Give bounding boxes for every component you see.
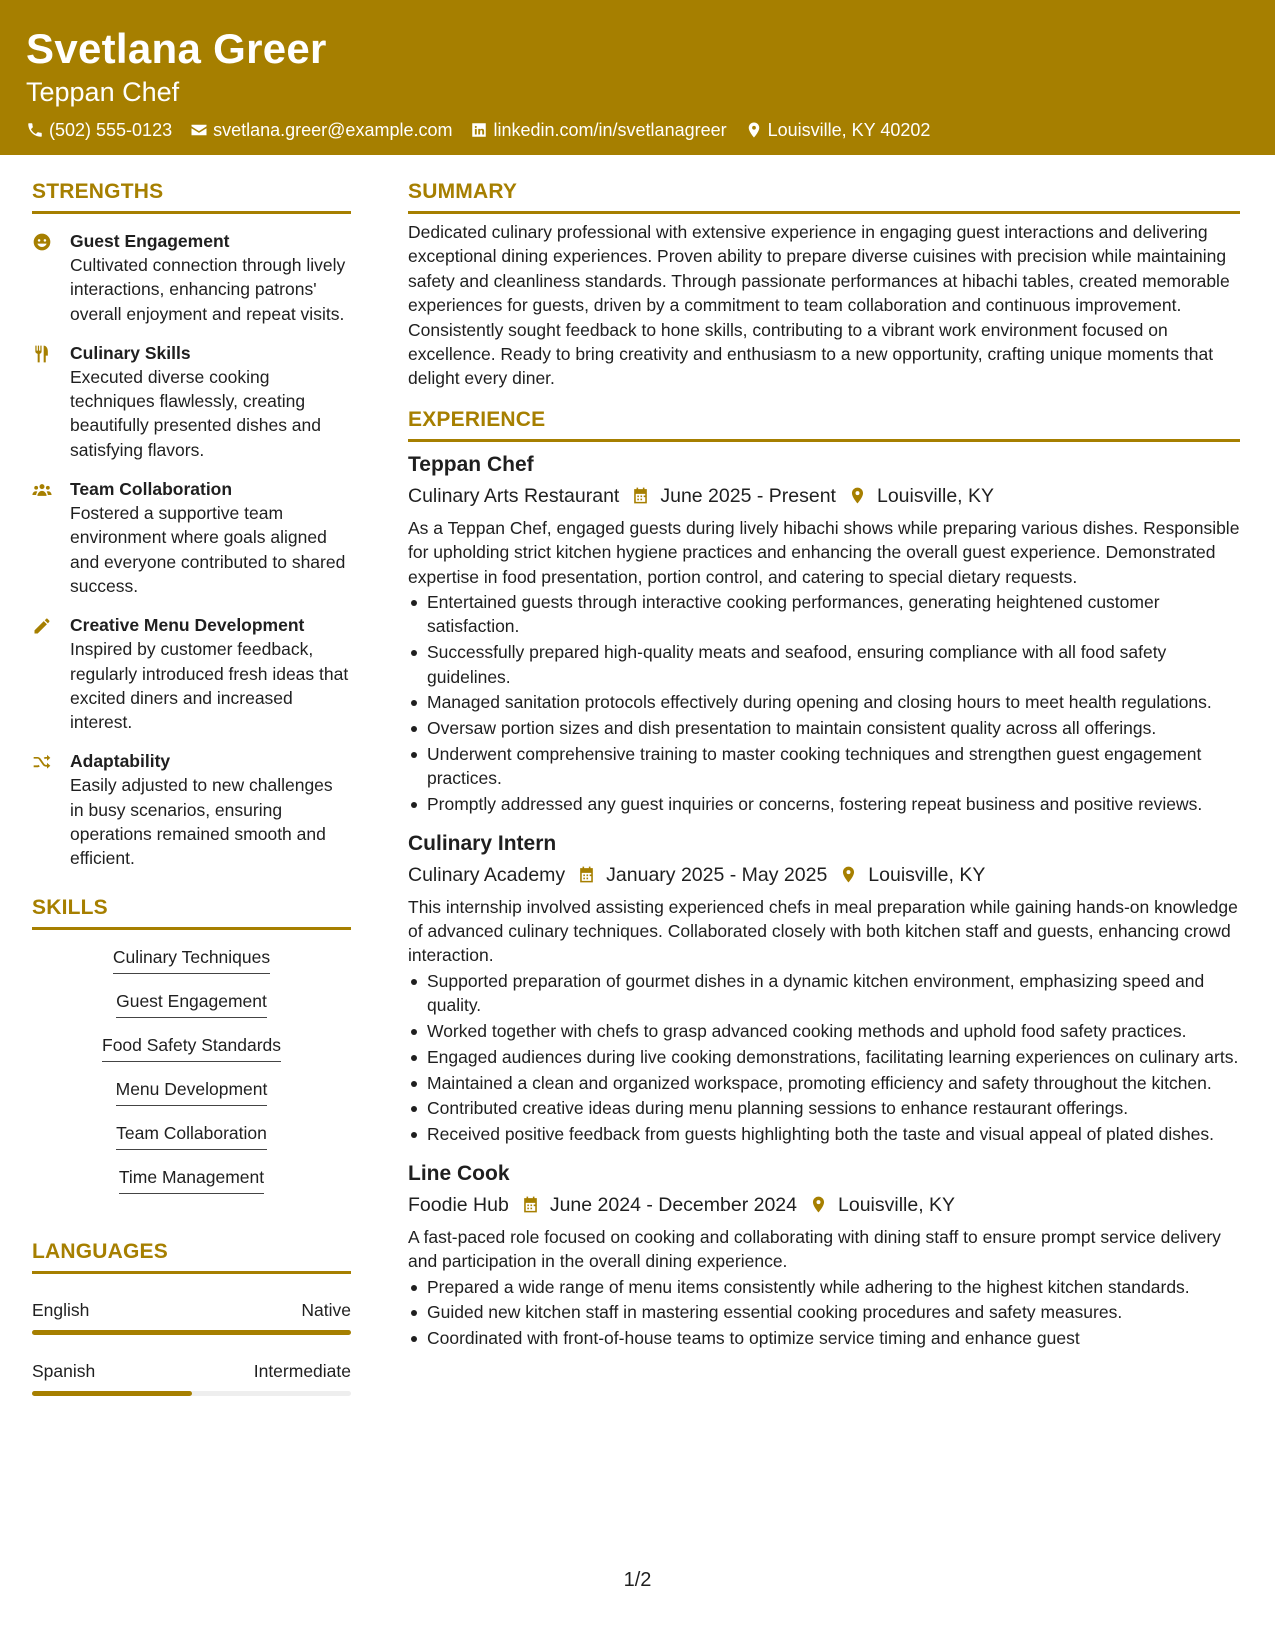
- bullet-item: Oversaw portion sizes and dish presentation to maintain consistent quality across all offerings.: [408, 716, 1240, 740]
- strengths-heading: STRENGTHS: [32, 179, 351, 214]
- job-company: Culinary Arts Restaurant: [408, 484, 620, 507]
- utensils-icon: [32, 344, 52, 364]
- page-number: 1/2: [623, 1569, 652, 1591]
- language-bar: [32, 1391, 351, 1396]
- skills-section: [32, 895, 351, 1202]
- map-pin-icon: [745, 121, 763, 139]
- skill-item: Food Safety Standards: [102, 1033, 281, 1062]
- strength-item: [32, 341, 351, 462]
- summary-text: Dedicated culinary professional with extensive experience in engaging guest interactions and delivering exceptional dining experiences. Proven ability to prepare diverse cuisines with precision while maintaining safety and cleanliness standards. Through passionate performances at hibachi tables, created memorable experiences for guests, driven by a commitment to team collaboration and continuous improvement. Consistently sought feedback to hone skills, contributing to a vibrant work environment focused on excellence. Ready to bring creativity and enthusiasm to a new opportunity, crafting unique moments that delight every diner.: [408, 222, 1230, 389]
- summary-heading: SUMMARY: [408, 179, 1240, 214]
- strength-title: Guest Engagement: [70, 231, 230, 251]
- map-pin-icon: [839, 865, 858, 884]
- job-description: A fast-paced role focused on cooking and collaborating with dining staff to ensure prompt service delivery and participation in the overall dining experience.: [408, 1226, 1221, 1272]
- bullet-item: Guided new kitchen staff in mastering essential cooking procedures and safety measures.: [408, 1300, 1240, 1324]
- job-location: Louisville, KY: [876, 484, 995, 507]
- linkedin-icon: [470, 121, 488, 139]
- contact-location: [745, 118, 931, 142]
- calendar-icon: [631, 486, 650, 505]
- strength-desc: Cultivated connection through lively interactions, enhancing patrons' overall enjoyment and repeat visits.: [70, 255, 346, 324]
- map-pin-icon: [809, 1195, 828, 1214]
- job-title: Line Cook: [408, 1161, 510, 1185]
- job-entry: [408, 1161, 1240, 1351]
- strength-item: [32, 749, 351, 870]
- bullet-item: Prepared a wide range of menu items consistently while adhering to the highest kitchen standards.: [408, 1275, 1240, 1299]
- languages-heading: LANGUAGES: [32, 1239, 351, 1274]
- shuffle-icon: [32, 752, 52, 772]
- right-column: [408, 155, 1240, 1352]
- strength-title: Adaptability: [70, 751, 171, 772]
- bullet-item: Engaged audiences during live cooking demonstrations, facilitating learning experiences on culinary arts.: [408, 1045, 1240, 1069]
- job-company: Foodie Hub: [408, 1193, 509, 1216]
- bullet-item: Underwent comprehensive training to master cooking techniques and strengthen guest engagement practices.: [408, 742, 1240, 791]
- candidate-name: Svetlana Greer: [26, 25, 327, 72]
- strength-desc: Executed diverse cooking techniques flawlessly, creating beautifully presented dishes and satisfying flavors.: [70, 366, 322, 460]
- bullet-item: Entertained guests through interactive cooking performances, generating heightened customer satisfaction.: [408, 590, 1240, 639]
- skill-item: Time Management: [119, 1165, 264, 1194]
- job-dates: June 2025 - Present: [660, 484, 836, 507]
- job-description: This internship involved assisting experienced chefs in meal preparation while gaining hands-on knowledge of advanced culinary techniques. Collaborated closely with both kitchen staff and guests, enhancing crowd interaction.: [408, 896, 1238, 966]
- job-bullets: [408, 969, 1240, 1147]
- strength-item: [32, 613, 351, 734]
- job-bullets: [408, 590, 1240, 817]
- resume-header: [0, 0, 1275, 155]
- summary-section: [408, 179, 1240, 391]
- job-dates: January 2025 - May 2025: [606, 863, 828, 886]
- contact-phone[interactable]: [26, 118, 172, 142]
- language-item: [32, 1359, 351, 1396]
- skill-item: Culinary Techniques: [113, 945, 270, 974]
- strength-item: [32, 477, 351, 598]
- strength-title: Creative Menu Development: [70, 615, 305, 636]
- language-name: Spanish: [32, 1360, 96, 1381]
- language-item: [32, 1298, 351, 1335]
- job-bullets: [408, 1275, 1240, 1351]
- bullet-item: Successfully prepared high-quality meats and seafood, ensuring compliance with all food safety guidelines.: [408, 640, 1240, 689]
- linkedin-text: linkedin.com/in/svetlanagreer: [493, 120, 727, 140]
- map-pin-icon: [848, 486, 867, 505]
- phone-text: (502) 555-0123: [49, 120, 173, 140]
- strengths-section: [32, 179, 351, 871]
- bullet-item: Worked together with chefs to grasp advanced cooking methods and uphold food safety practices.: [408, 1019, 1240, 1043]
- strength-desc: Inspired by customer feedback, regularly introduced fresh ideas that excited diners and increased interest.: [70, 639, 349, 733]
- contact-email[interactable]: [190, 118, 452, 142]
- bullet-item: Contributed creative ideas during menu planning sessions to enhance restaurant offerings.: [408, 1096, 1240, 1120]
- job-title: Culinary Intern: [408, 831, 557, 855]
- language-bar-fill: [32, 1391, 192, 1396]
- experience-heading: EXPERIENCE: [408, 407, 1240, 442]
- strength-desc: Easily adjusted to new challenges in busy scenarios, ensuring operations remained smooth and efficient.: [70, 775, 333, 869]
- bullet-item: Managed sanitation protocols effectively during opening and closing hours to meet health regulations.: [408, 690, 1240, 714]
- location-text: Louisville, KY 40202: [767, 120, 931, 140]
- job-location: Louisville, KY: [838, 1193, 956, 1216]
- job-title: Teppan Chef: [408, 452, 534, 476]
- skill-item: Menu Development: [116, 1077, 268, 1106]
- phone-icon: [26, 121, 44, 139]
- contact-linkedin[interactable]: [470, 118, 726, 142]
- calendar-icon: [577, 865, 596, 884]
- job-meta: [408, 482, 1240, 510]
- language-bar-fill: [32, 1330, 351, 1335]
- job-entry: [408, 452, 1240, 817]
- skill-item: Team Collaboration: [116, 1121, 267, 1150]
- language-level: Native: [301, 1299, 351, 1320]
- email-text: svetlana.greer@example.com: [213, 120, 453, 140]
- skills-list: [32, 938, 351, 1202]
- strength-title: Team Collaboration: [70, 479, 233, 500]
- language-level: Intermediate: [253, 1360, 351, 1381]
- job-description: As a Teppan Chef, engaged guests during lively hibachi shows while preparing various dishes. Responsible for upholding strict kitchen hygiene practices and enhancing the overall guest experience. Demonstrated expertise in food presentation, portion control, and catering to special dietary requests.: [408, 517, 1240, 587]
- job-meta: [408, 861, 1240, 889]
- bullet-item: Received positive feedback from guests highlighting both the taste and visual appeal of plated dishes.: [408, 1122, 1240, 1146]
- smile-icon: [32, 232, 52, 252]
- pencil-icon: [32, 616, 52, 636]
- strength-desc: Fostered a supportive team environment where goals aligned and everyone contributed to shared success.: [70, 503, 346, 596]
- bullet-item: Promptly addressed any guest inquiries or concerns, fostering repeat business and positive reviews.: [408, 792, 1240, 816]
- language-name: English: [32, 1299, 90, 1320]
- experience-section: [408, 407, 1240, 1351]
- job-company: Culinary Academy: [408, 863, 566, 886]
- contact-bar: [26, 118, 1275, 142]
- skill-item: Guest Engagement: [116, 989, 267, 1018]
- candidate-role: Teppan Chef: [26, 77, 180, 107]
- skills-heading: SKILLS: [32, 895, 351, 930]
- calendar-icon: [521, 1195, 540, 1214]
- job-entry: [408, 831, 1240, 1147]
- strength-title: Culinary Skills: [70, 342, 191, 363]
- job-dates: June 2024 - December 2024: [549, 1193, 797, 1216]
- left-column: [32, 155, 351, 1396]
- envelope-icon: [190, 121, 208, 139]
- bullet-item: Supported preparation of gourmet dishes in a dynamic kitchen environment, emphasizing speed and quality.: [408, 969, 1240, 1018]
- job-location: Louisville, KY: [868, 863, 986, 886]
- languages-section: [32, 1239, 351, 1396]
- language-bar: [32, 1330, 351, 1335]
- strength-item: [32, 229, 351, 326]
- job-meta: [408, 1191, 1240, 1219]
- users-icon: [32, 480, 52, 500]
- bullet-item: Coordinated with front-of-house teams to optimize service timing and enhance guest: [408, 1326, 1240, 1350]
- bullet-item: Maintained a clean and organized workspace, promoting efficiency and safety throughout the kitchen.: [408, 1071, 1240, 1095]
